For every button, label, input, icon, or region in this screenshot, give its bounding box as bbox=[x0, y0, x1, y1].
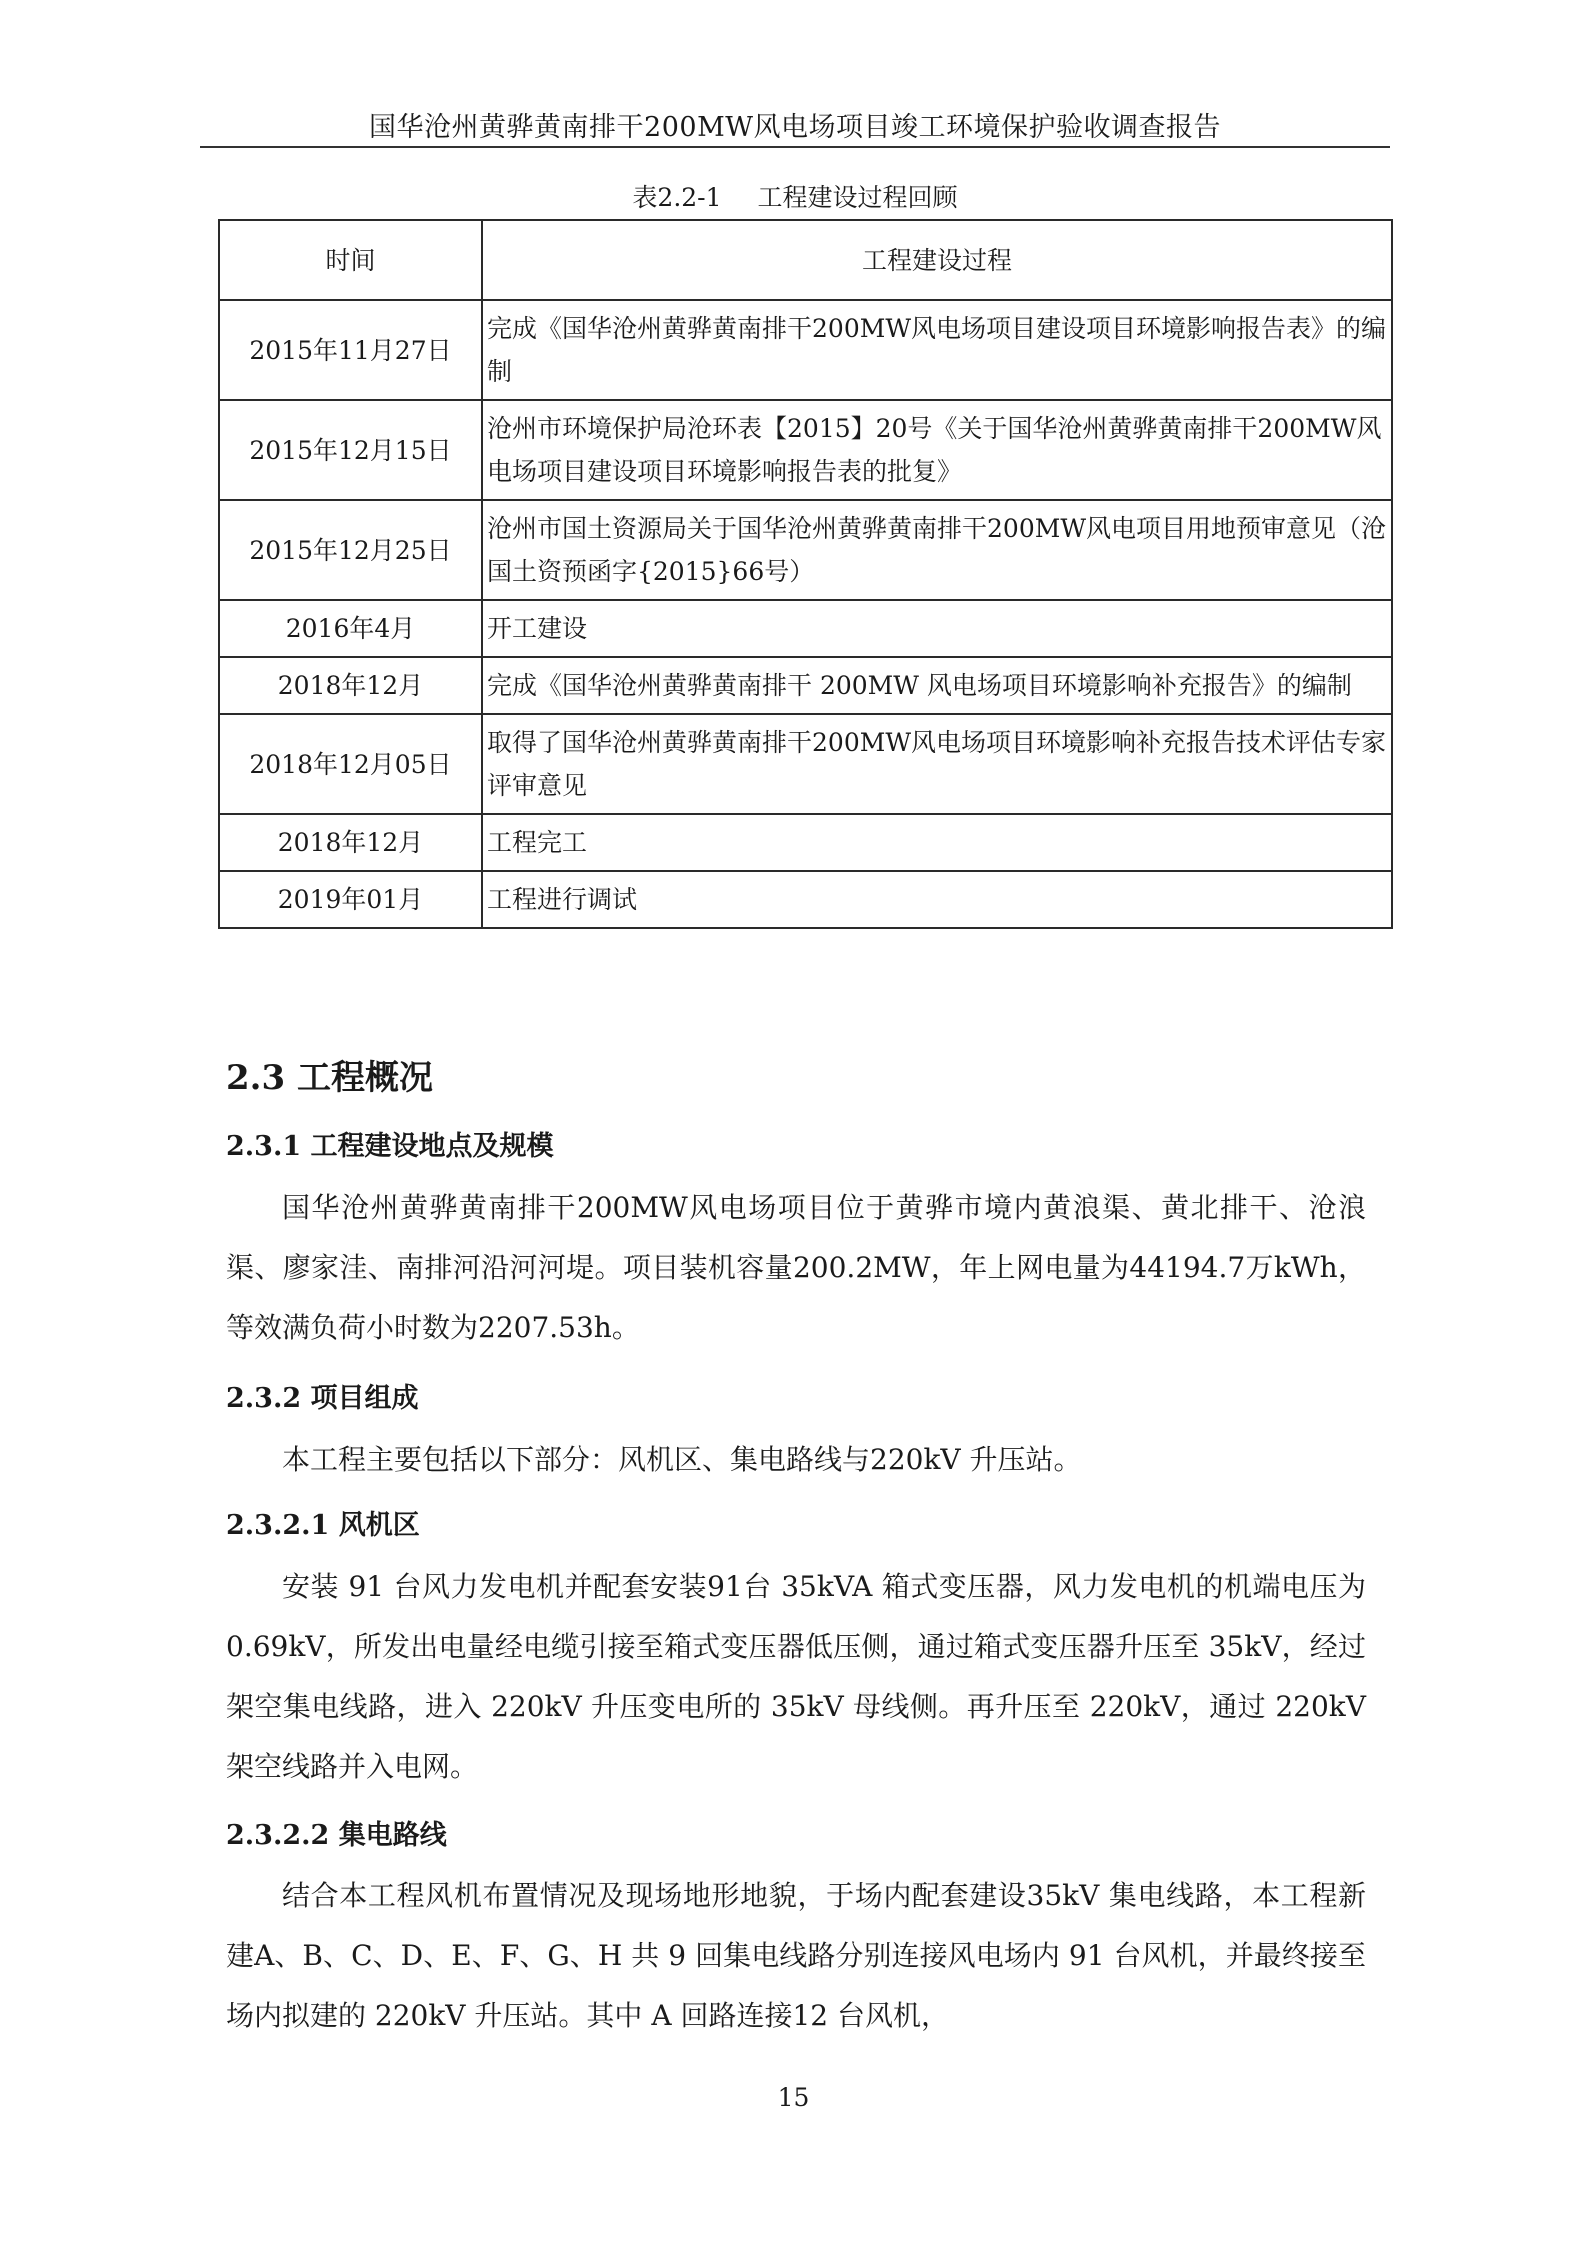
column-header-process: 工程建设过程 bbox=[482, 220, 1392, 300]
row-description: 沧州市环境保护局沧环表【2015】20号《关于国华沧州黄骅黄南排干200MW风电场项目建设项目环境影响报告表的批复》 bbox=[482, 400, 1392, 500]
table-row bbox=[219, 871, 1392, 928]
section-heading-2-3-2: 2.3.2 项目组成 bbox=[226, 1383, 419, 1414]
page-number: 15 bbox=[777, 2083, 810, 2112]
row-date: 2016年4月 bbox=[219, 600, 482, 657]
row-date: 2015年11月27日 bbox=[219, 300, 482, 400]
paragraph-collector-lines: 结合本工程风机布置情况及现场地形地貌，于场内配套建设35kV 集电线路，本工程新建A、B、C、D、E、F、G、H 共 9 回集电线路分别连接风电场内 91 台风机，并最终接至场内拟建的 220kV 升压站。其中 A 回路连接12 台风机， bbox=[226, 1879, 1366, 2032]
row-date: 2015年12月15日 bbox=[219, 400, 482, 500]
column-header-time: 时间 bbox=[219, 220, 482, 300]
row-description: 沧州市国土资源局关于国华沧州黄骅黄南排干200MW风电项目用地预审意见（沧国土资预函字{2015}66号） bbox=[482, 500, 1392, 600]
section-heading-2-3-2-2: 2.3.2.2 集电路线 bbox=[226, 1820, 447, 1851]
table-row bbox=[219, 657, 1392, 714]
row-description: 完成《国华沧州黄骅黄南排干200MW风电场项目建设项目环境影响报告表》的编制 bbox=[482, 300, 1392, 400]
construction-process-table bbox=[218, 219, 1393, 929]
table-caption-title: 工程建设过程回顾 bbox=[757, 183, 958, 212]
table-header-row bbox=[219, 220, 1392, 300]
table-caption bbox=[200, 178, 1390, 214]
table-caption-number: 表2.2-1 bbox=[632, 183, 722, 212]
row-date: 2015年12月25日 bbox=[219, 500, 482, 600]
row-description: 工程进行调试 bbox=[482, 871, 1392, 928]
row-date: 2019年01月 bbox=[219, 871, 482, 928]
row-description: 完成《国华沧州黄骅黄南排干 200MW 风电场项目环境影响补充报告》的编制 bbox=[482, 657, 1392, 714]
row-description: 工程完工 bbox=[482, 814, 1392, 871]
header-divider bbox=[200, 146, 1390, 148]
section-heading-2-3: 2.3 工程概况 bbox=[226, 1058, 433, 1098]
row-date: 2018年12月05日 bbox=[219, 714, 482, 814]
table-row bbox=[219, 500, 1392, 600]
page-header: 国华沧州黄骅黄南排干200MW风电场项目竣工环境保护验收调查报告 bbox=[369, 112, 1221, 143]
table-row bbox=[219, 814, 1392, 871]
table-row bbox=[219, 714, 1392, 814]
table-row bbox=[219, 600, 1392, 657]
paragraph-wind-turbine-area: 安装 91 台风力发电机并配套安装91台 35kVA 箱式变压器，风力发电机的机端电压为 0.69kV，所发出电量经电缆引接至箱式变压器低压侧，通过箱式变压器升压至 35kV，经过架空集电线路，进入 220kV 升压变电所的 35kV 母线侧。再升压至 220kV，通过 220kV 架空线路并入电网。 bbox=[226, 1570, 1366, 1783]
row-description: 取得了国华沧州黄骅黄南排干200MW风电场项目环境影响补充报告技术评估专家评审意见 bbox=[482, 714, 1392, 814]
section-heading-2-3-2-1: 2.3.2.1 风机区 bbox=[226, 1510, 420, 1541]
row-description: 开工建设 bbox=[482, 600, 1392, 657]
table-row bbox=[219, 300, 1392, 400]
table-row bbox=[219, 400, 1392, 500]
row-date: 2018年12月 bbox=[219, 657, 482, 714]
paragraph-location-scale: 国华沧州黄骅黄南排干200MW风电场项目位于黄骅市境内黄浪渠、黄北排干、沧浪渠、廖家洼、南排河沿河河堤。项目装机容量200.2MW，年上网电量为44194.7万kWh，等效满负荷小时数为2207.53h。 bbox=[226, 1191, 1366, 1344]
paragraph-project-composition: 本工程主要包括以下部分：风机区、集电路线与220kV 升压站。 bbox=[282, 1443, 1082, 1476]
section-heading-2-3-1: 2.3.1 工程建设地点及规模 bbox=[226, 1131, 554, 1162]
row-date: 2018年12月 bbox=[219, 814, 482, 871]
